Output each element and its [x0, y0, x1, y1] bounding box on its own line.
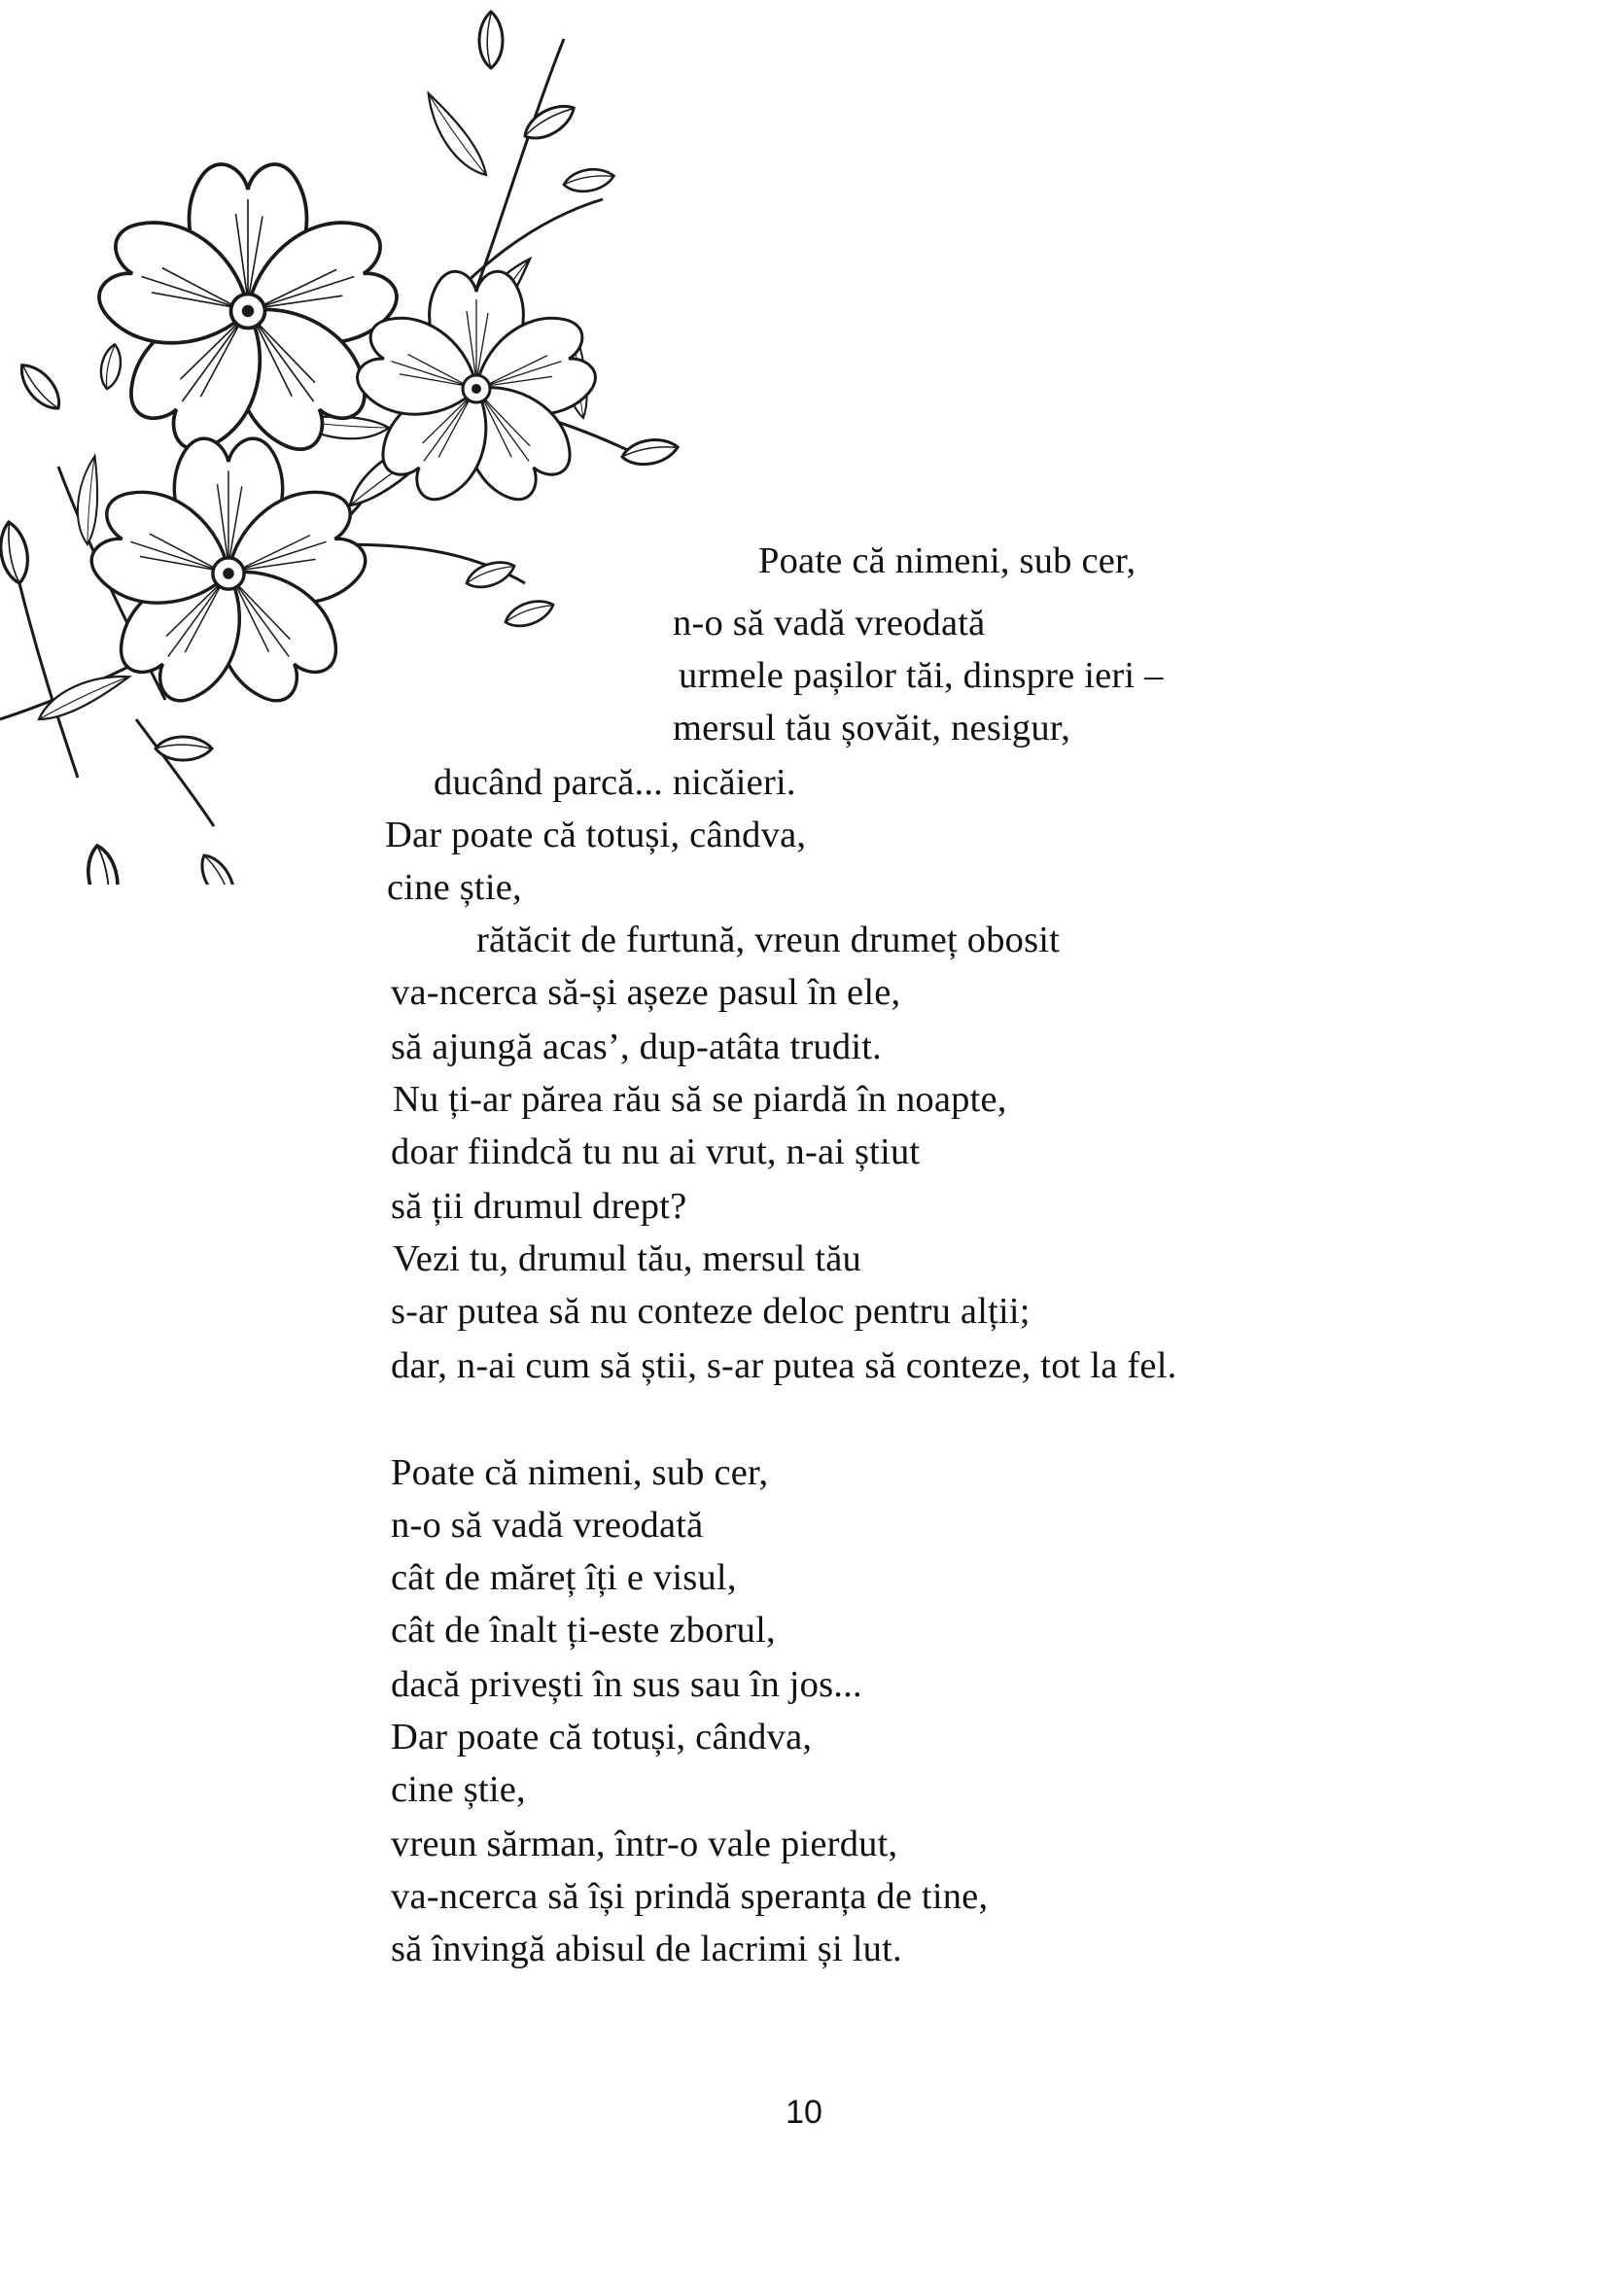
poem-line: să ții drumul drept?	[391, 1186, 687, 1227]
poem-line: Poate că nimeni, sub cer,	[758, 540, 1136, 581]
poem-line: mersul tău șovăit, nesigur,	[673, 708, 1071, 748]
poem-line: Dar poate că totuși, cândva,	[391, 1717, 813, 1757]
poem-line: cine știe,	[391, 1769, 526, 1810]
poem-line: rătăcit de furtună, vreun drumeț obosit	[476, 920, 1061, 960]
poem-line: va-ncerca să își prindă speranța de tine,	[391, 1876, 989, 1917]
poem-line: Nu ți-ar părea rău să se piardă în noapte,	[393, 1079, 1007, 1120]
poem-line: s-ar putea să nu conteze deloc pentru alții;	[391, 1291, 1031, 1332]
poem-line: dar, n-ai cum să știi, s-ar putea să conteze, tot la fel.	[391, 1345, 1177, 1386]
poem-line: cine știe,	[387, 867, 522, 908]
poem-line: n-o să vadă vreodată	[673, 603, 986, 644]
poem-line: urmele pașilor tăi, dinspre ieri –	[679, 655, 1164, 696]
floral-illustration-icon	[0, 0, 700, 885]
poem-line: Vezi tu, drumul tău, mersul tău	[393, 1238, 861, 1279]
poem-line: ducând parcă... nicăieri.	[434, 762, 796, 803]
poem-line: vreun sărman, într-o vale pierdut,	[391, 1824, 898, 1864]
poem-line: dacă privești în sus sau în jos...	[391, 1664, 862, 1705]
poem-line: n-o să vadă vreodată	[391, 1505, 704, 1546]
poem-line: să ajungă acas’, dup-atâta trudit.	[391, 1026, 882, 1067]
poem-line: va-ncerca să-și așeze pasul în ele,	[391, 972, 901, 1013]
poem-line: cât de înalt ți-este zborul,	[391, 1610, 776, 1651]
poem-line: cât de măreț îți e visul,	[391, 1557, 737, 1598]
poem-line: Poate că nimeni, sub cer,	[391, 1452, 769, 1493]
poem-line: Dar poate că totuși, cândva,	[385, 815, 807, 855]
poem-line: doar fiindcă tu nu ai vrut, n-ai știut	[391, 1131, 921, 1172]
page-number: 10	[786, 2094, 822, 2131]
poem-line: să învingă abisul de lacrimi și lut.	[391, 1929, 902, 1969]
